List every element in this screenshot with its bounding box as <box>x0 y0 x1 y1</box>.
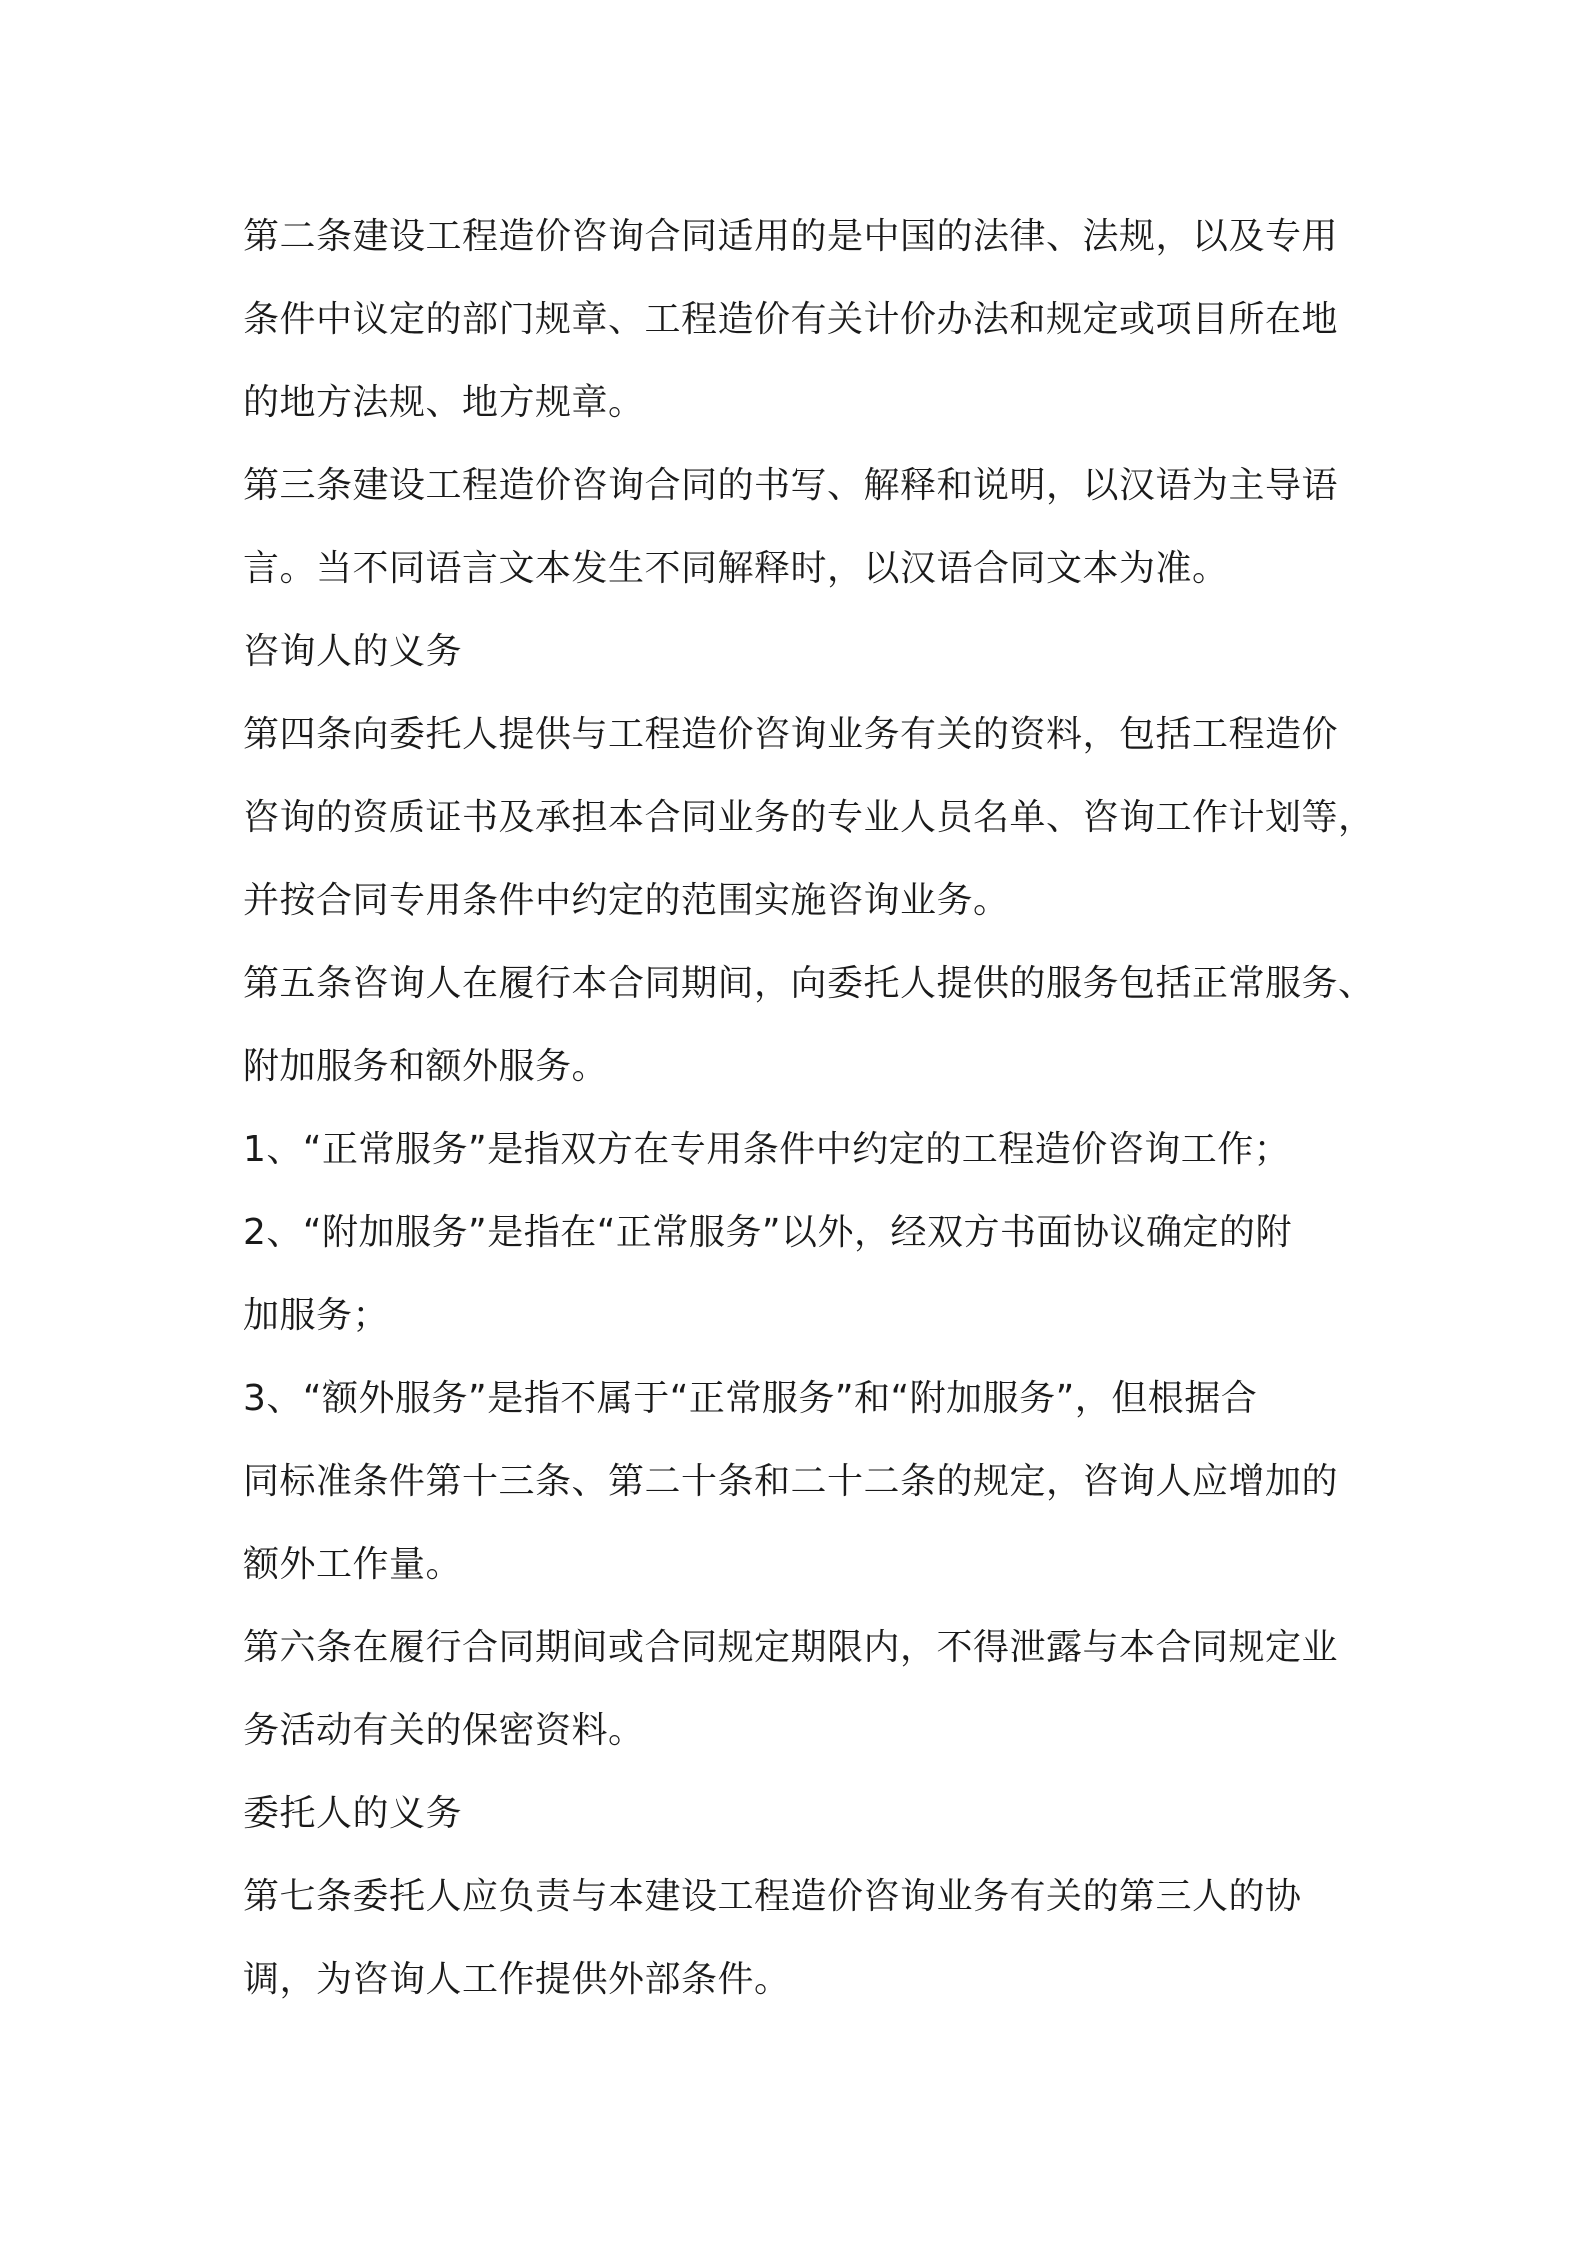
article-7-line-1: 第七条委托人应负责与本建设工程造价咨询业务有关的第三人的协 <box>243 1876 1302 1917</box>
clause-3-line-3: 额外工作量。 <box>243 1544 463 1585</box>
article-2-line-2: 条件中议定的部门规章、工程造价有关计价办法和规定或项目所在地 <box>243 299 1339 340</box>
article-5-line-2: 附加服务和额外服务。 <box>243 1046 609 1087</box>
clause-2-line-2: 加服务； <box>243 1295 390 1336</box>
clause-1-normal-services: 1、“正常服务”是指双方在专用条件中约定的工程造价咨询工作； <box>243 1129 1291 1170</box>
section-heading-consultant-obligations: 咨询人的义务 <box>243 631 463 672</box>
article-4-line-3: 并按合同专用条件中约定的范围实施咨询业务。 <box>243 880 1010 921</box>
article-7-line-2: 调，为咨询人工作提供外部条件。 <box>243 1959 791 2000</box>
article-6-line-1: 第六条在履行合同期间或合同规定期限内，不得泄露与本合同规定业 <box>243 1627 1339 1668</box>
document-body <box>243 195 1375 2021</box>
article-4-line-2: 咨询的资质证书及承担本合同业务的专业人员名单、咨询工作计划等， <box>243 797 1375 838</box>
article-5-line-1: 第五条咨询人在履行本合同期间，向委托人提供的服务包括正常服务、 <box>243 963 1375 1004</box>
clause-2-line-1: 2、“附加服务”是指在“正常服务”以外，经双方书面协议确定的附 <box>243 1212 1293 1253</box>
article-2-line-3: 的地方法规、地方规章。 <box>243 382 645 423</box>
section-heading-client-obligations: 委托人的义务 <box>243 1793 463 1834</box>
clause-3-line-2: 同标准条件第十三条、第二十条和二十二条的规定，咨询人应增加的 <box>243 1461 1339 1502</box>
clause-3-line-1: 3、“额外服务”是指不属于“正常服务”和“附加服务”，但根据合 <box>243 1378 1258 1419</box>
article-3-line-2: 言。当不同语言文本发生不同解释时，以汉语合同文本为准。 <box>243 548 1229 589</box>
article-2-line-1: 第二条建设工程造价咨询合同适用的是中国的法律、法规，以及专用 <box>243 216 1339 257</box>
article-3-line-1: 第三条建设工程造价咨询合同的书写、解释和说明，以汉语为主导语 <box>243 465 1339 506</box>
article-6-line-2: 务活动有关的保密资料。 <box>243 1710 645 1751</box>
article-4-line-1: 第四条向委托人提供与工程造价咨询业务有关的资料，包括工程造价 <box>243 714 1339 755</box>
